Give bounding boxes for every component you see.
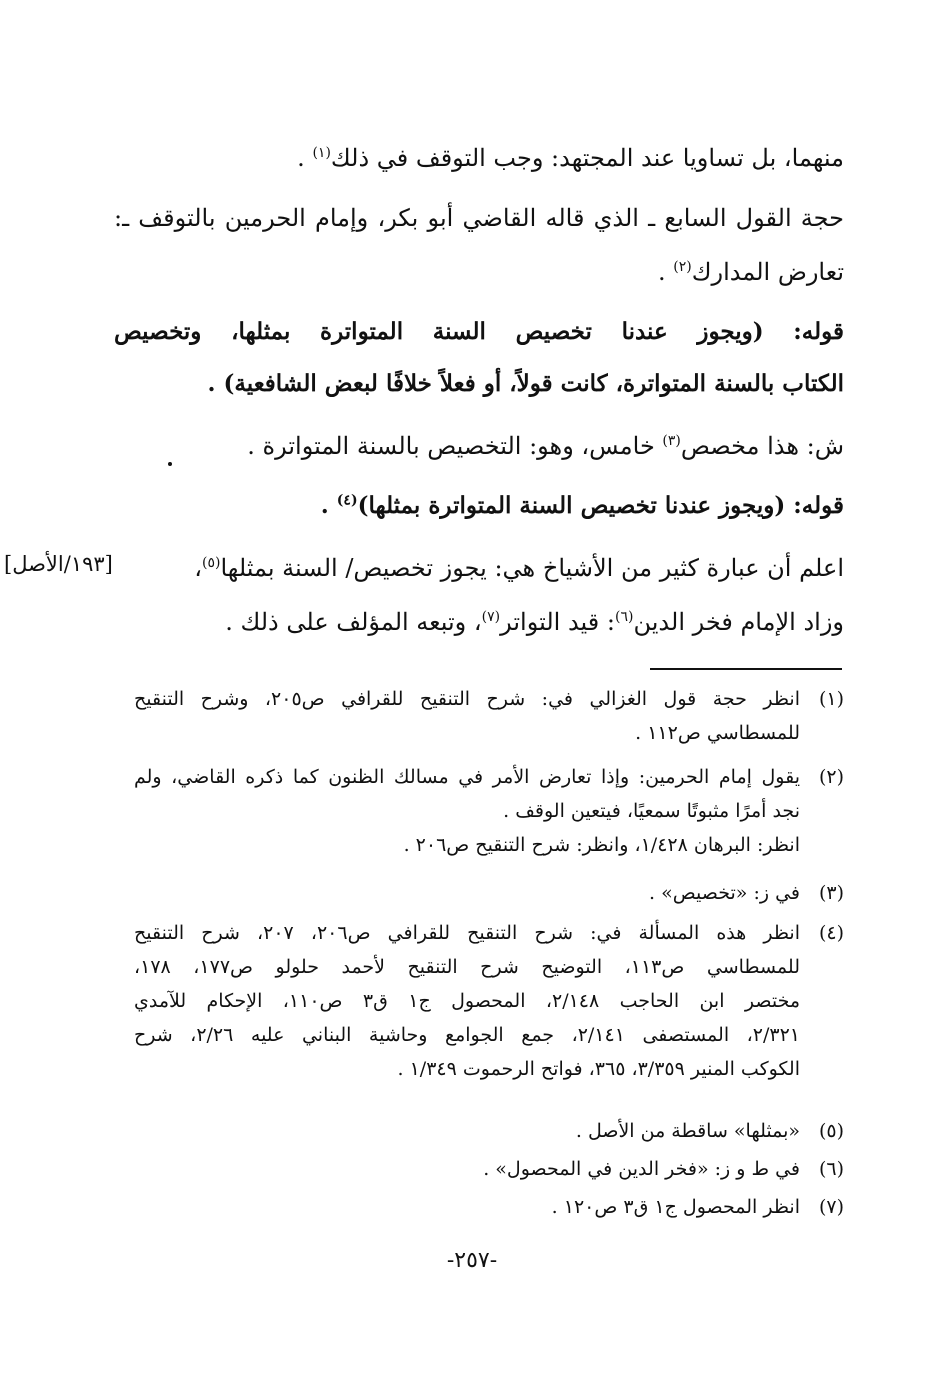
body-line-7-quote: قوله: (ويجوز عندنا تخصيص السنة المتواترة بمثلها)$^{(٤)}$ .: [320, 492, 844, 519]
body-line-6: ش: هذا مخصص$^{(٣)}$ خامس، وهو: التخصيص بالسنة المتواترة .: [247, 432, 844, 460]
footnote-5: (٥) «بمثلها» ساقطة من الأصل .: [134, 1114, 844, 1148]
footnote-separator: [650, 668, 842, 670]
body-line-3: تعارض المدارك$^{(٢)}$ .: [657, 258, 844, 286]
footnote-number: (٢): [818, 766, 844, 788]
stray-dot: [168, 462, 172, 466]
body-line-2: حجة القول السابع ـ الذي قاله القاضي أبو بكر، وإمام الحرمين بالتوقف ـ:: [114, 204, 844, 232]
page-number: -٢٥٧-: [446, 1248, 498, 1273]
footnote-1: (١) انظر حجة قول الغزالي في: شرح التنقيح للقرافي ص٢٠٥، وشرح التنقيح للمسطاسي ص١١٢ .: [134, 682, 844, 750]
footnote-number: (٤): [818, 922, 844, 944]
footnote-number: (٥): [818, 1120, 844, 1142]
footnote-3: (٣) في ز: «تخصيص» .: [134, 876, 844, 910]
body-line-1: منهما، بل تساويا عند المجتهد: وجب التوقف في ذلك$^{(١)}$ .: [297, 144, 844, 172]
body-line-9: وزاد الإمام فخر الدين$^{(٦)}$: قيد التواتر$^{(٧)}$، وتبعه المؤلف على ذلك .: [225, 608, 844, 636]
footnote-2: (٢) يقول إمام الحرمين: وإذا تعارض الأمر في مسالك الظنون كما ذكره القاضي، ولم نجد أمرًا مثبوتًا سمعيًا، فيتعين الوقف . انظر: البرهان ١/٤٢٨، وانظر: شرح التنقيح ص٢٠٦ .: [134, 760, 844, 862]
footnote-4: (٤) انظر هذه المسألة في: شرح التنقيح للقرافي ص٢٠٦، ٢٠٧، شرح التنقيح للمسطاسي ص١١٣، التوضيح شرح التنقيح لأحمد حلولو ص١٧٧، ١٧٨، مختصر ابن الحاجب ٢/١٤٨، المحصول ج١ ق٣ ص١١٠، الإحكام للآمدي ٢/٣٢١، المستصفى ٢/١٤١، جمع الجوامع وحاشية البناني عليه ٢/٢٦، شرح الكوكب المنير ٣/٣٥٩، ٣٦٥، فواتح الرحموت ١/٣٤٩ .: [134, 916, 844, 1086]
footnote-7: (٧) انظر المحصول ج١ ق٣ ص١٢٠ .: [134, 1190, 844, 1224]
body-line-5-quote: الكتاب بالسنة المتواترة، كانت قولاً، أو فعلاً خلافًا لبعض الشافعية) .: [207, 370, 844, 397]
margin-note-original-page: [١٩٣/الأصل]: [4, 552, 113, 576]
body-line-8: اعلم أن عبارة كثير من الأشياخ هي: يجوز تخصيص/ السنة بمثلها$^{(٥)}$،: [194, 554, 844, 582]
footnote-number: (٧): [818, 1196, 844, 1218]
footnote-number: (١): [818, 688, 844, 710]
footnote-number: (٣): [818, 882, 844, 904]
footnote-number: (٦): [818, 1158, 844, 1180]
footnote-6: (٦) في ط و ز: «فخر الدين في المحصول» .: [134, 1152, 844, 1186]
body-line-4-quote: قوله: (ويجوز عندنا تخصيص السنة المتواترة بمثلها، وتخصيص: [114, 318, 844, 345]
